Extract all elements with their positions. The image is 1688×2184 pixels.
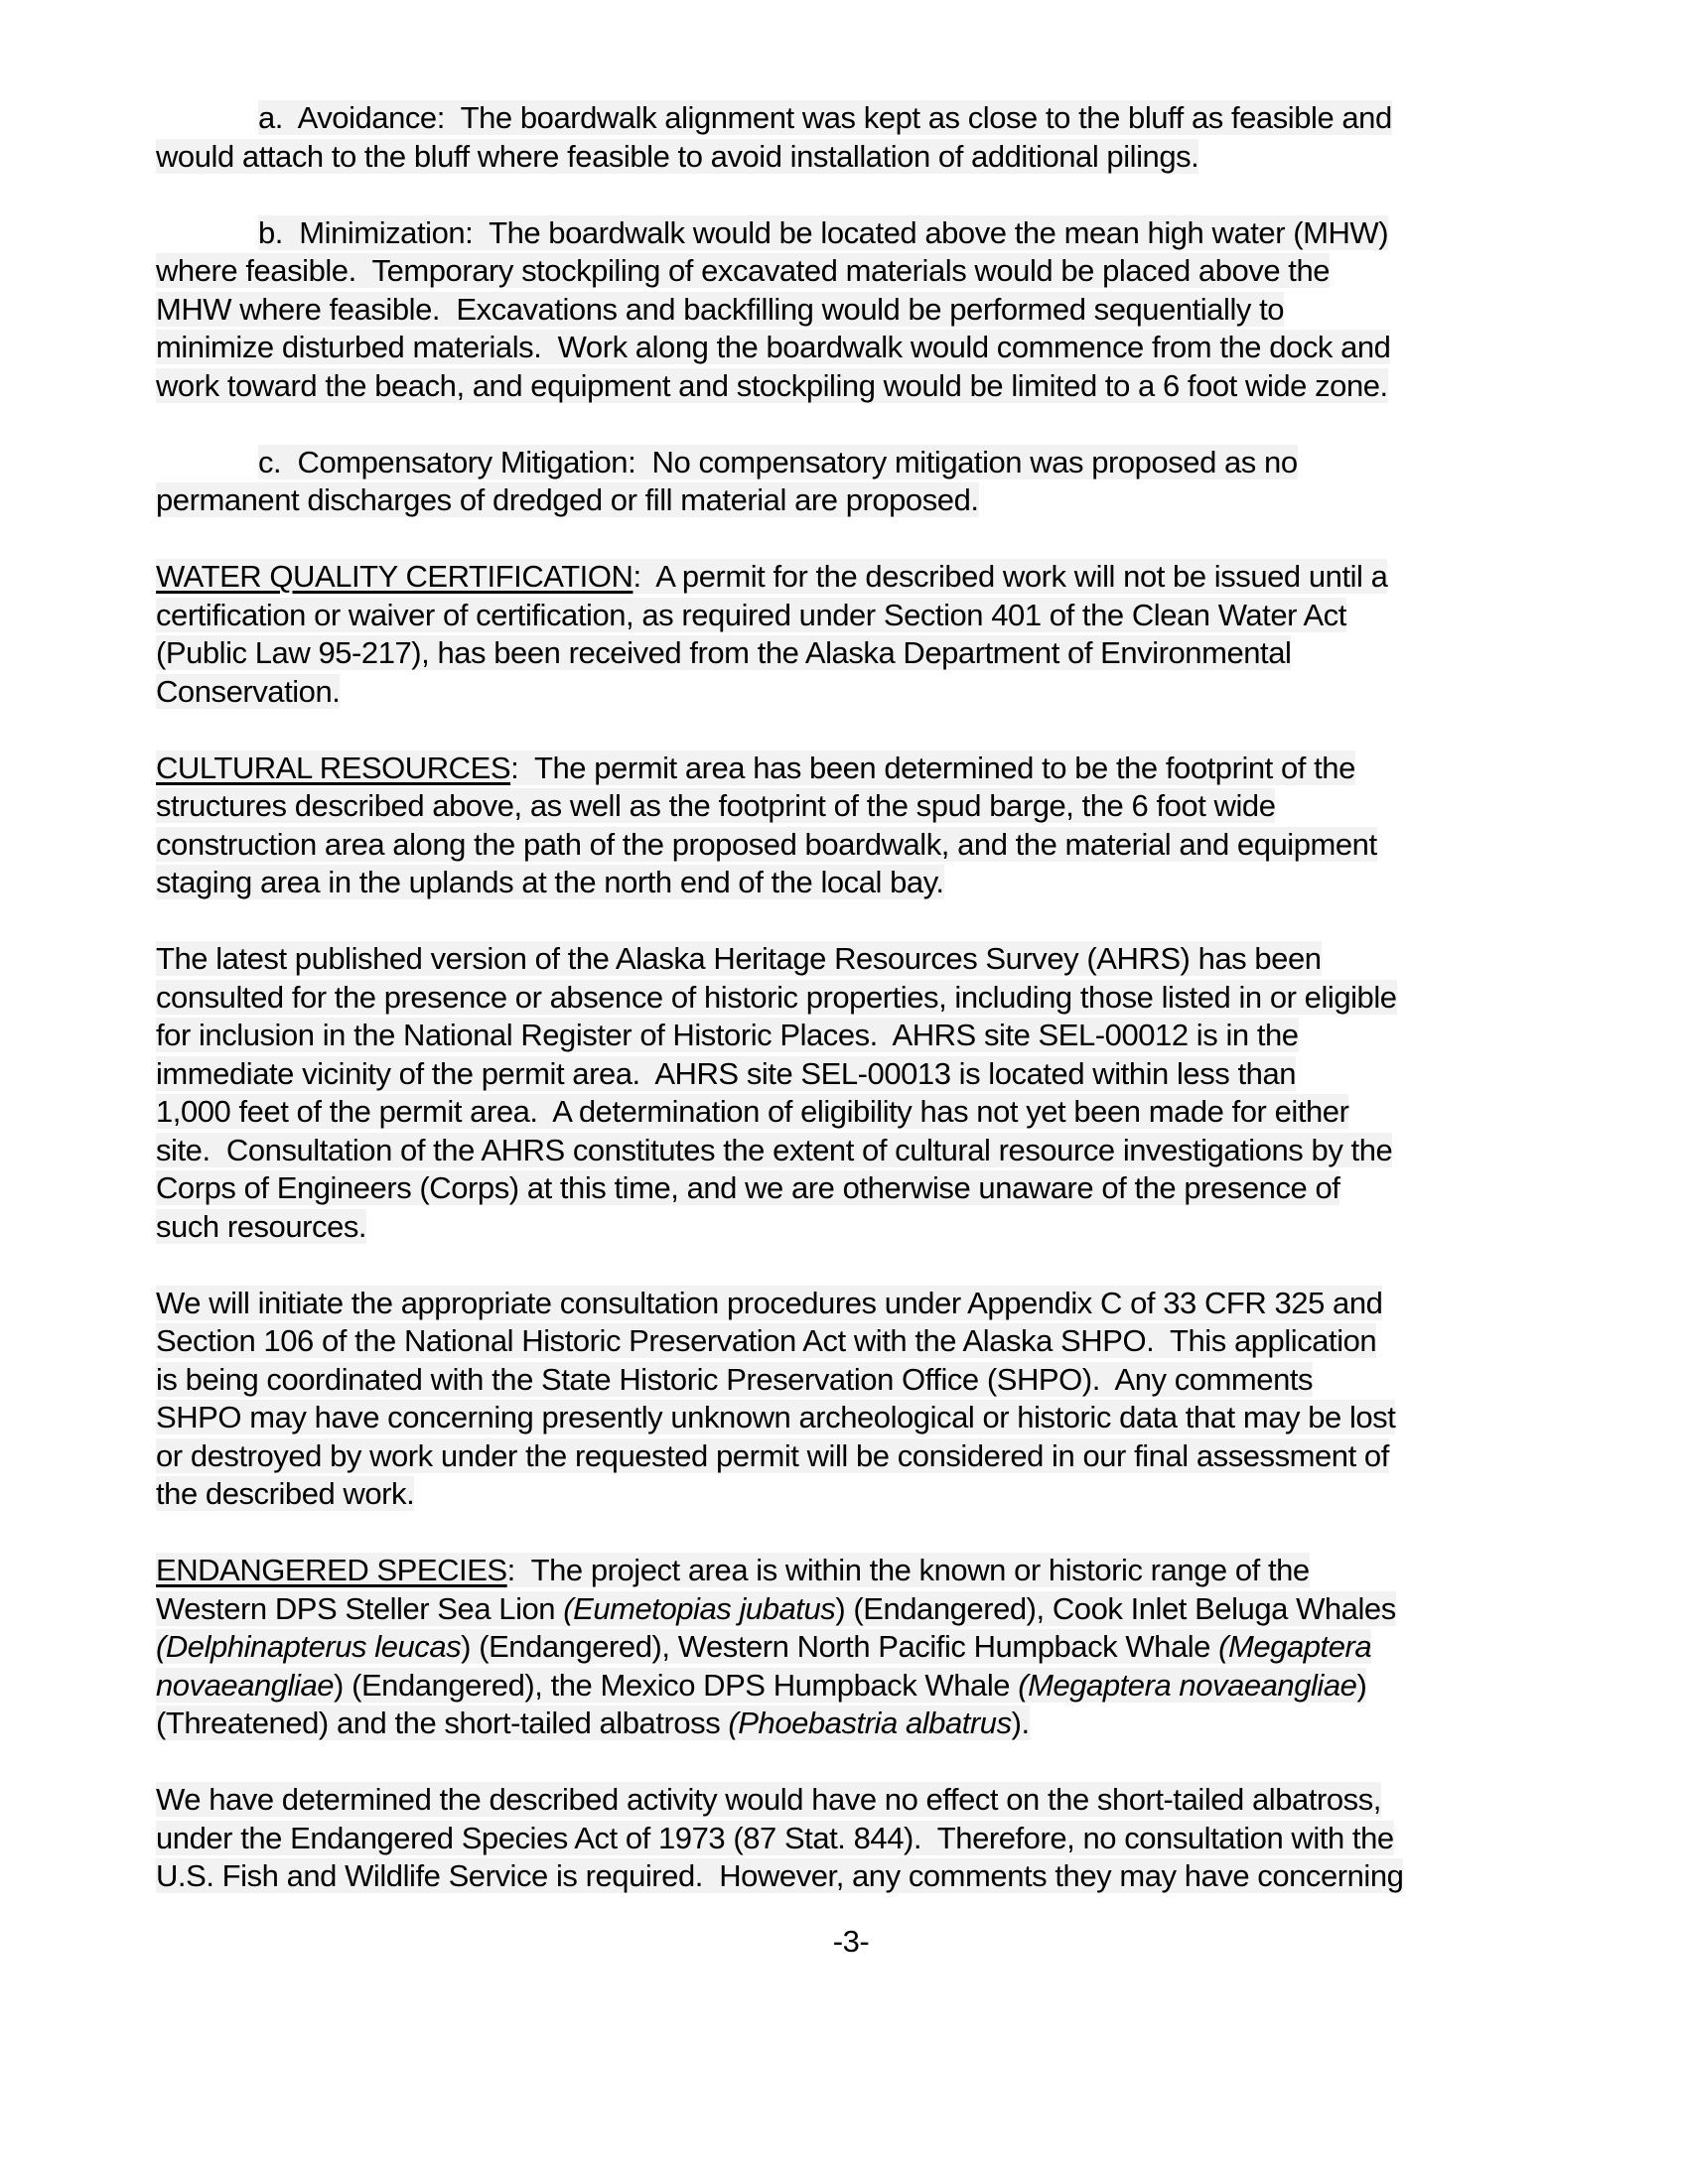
text-line [156, 1590, 1546, 1629]
text-line-content: novaeangliae) (Endangered), the Mexico DPS Humpback Whale (Megaptera novaeangliae) [156, 1667, 1367, 1703]
text-line-content: We have determined the described activity would have no effect on the short-tailed albatross, [156, 1782, 1381, 1817]
text-line-content: such resources. [156, 1208, 367, 1244]
text-line-content: would attach to the bluff where feasible to avoid installation of additional pilings. [156, 138, 1199, 174]
text-line [156, 940, 1546, 979]
text-line [156, 252, 1546, 291]
paragraph [156, 558, 1546, 711]
text-line [156, 1055, 1546, 1094]
text-line-content: where feasible. Temporary stockpiling of excavated materials would be placed above the [156, 253, 1331, 288]
text-line-content: SHPO may have concerning presently unknown archeological or historic data that may be lost [156, 1400, 1396, 1434]
italic-species-name: (Phoebastria albatrus [728, 1706, 1012, 1740]
text-line [156, 1705, 1546, 1743]
page-number: -3- [832, 1924, 870, 1959]
paragraph [156, 99, 1546, 176]
text-line-content: work toward the beach, and equipment and stockpiling would be limited to a 6 foot wide zone. [156, 367, 1388, 403]
text-line-content: is being coordinated with the State Historic Preservation Office (SHPO). Any comments [156, 1361, 1314, 1397]
text-line-content: immediate vicinity of the permit area. AHRS site SEL-00013 is located within less than [156, 1055, 1297, 1091]
document-body [156, 99, 1546, 1934]
text-line-content: Section 106 of the National Historic Preservation Act with the Alaska SHPO. This application [156, 1323, 1377, 1358]
text-line-content: for inclusion in the National Register of Historic Places. AHRS site SEL-00012 is in the [156, 1018, 1299, 1052]
text-line [156, 1322, 1546, 1361]
text-line [156, 1552, 1546, 1590]
text-line-content: c. Compensatory Mitigation: No compensatory mitigation was proposed as no [258, 444, 1298, 479]
text-line [156, 634, 1546, 673]
text-line [156, 1169, 1546, 1208]
text-line-content: MHW where feasible. Excavations and backfilling would be performed sequentially to [156, 291, 1285, 327]
text-line [156, 1399, 1546, 1437]
text-line-content: 1,000 feet of the permit area. A determination of eligibility has not yet been made for either [156, 1094, 1349, 1129]
text-line-content: (Delphinapterus leucas) (Endangered), Western North Pacific Humpback Whale (Megaptera [156, 1629, 1372, 1664]
paragraph [156, 1781, 1546, 1896]
text-line-content: b. Minimization: The boardwalk would be located above the mean high water (MHW) [258, 214, 1389, 250]
text-line [156, 1781, 1546, 1820]
italic-species-name: (Megaptera novaeangliae [1018, 1667, 1357, 1703]
text-line [156, 291, 1546, 330]
text-line [156, 1475, 1546, 1514]
text-line [156, 1857, 1546, 1896]
text-line [156, 481, 1546, 520]
text-line [156, 1361, 1546, 1400]
text-line [156, 1132, 1546, 1170]
section-heading: WATER QUALITY CERTIFICATION [156, 559, 633, 594]
paragraph [156, 1285, 1546, 1514]
text-line-content: We will initiate the appropriate consultation procedures under Appendix C of 33 CFR 325 and [156, 1285, 1383, 1320]
text-line-content: construction area along the path of the proposed boardwalk, and the material and equipment [156, 826, 1377, 862]
text-line [156, 1017, 1546, 1055]
text-line [156, 1093, 1546, 1132]
text-line-content: under the Endangered Species Act of 1973 (87 Stat. 844). Therefore, no consultation with the [156, 1820, 1394, 1855]
text-line-content: (Threatened) and the short-tailed albatross (Phoebastria albatrus). [156, 1706, 1030, 1740]
text-line [156, 214, 1546, 253]
section-heading: CULTURAL RESOURCES [156, 750, 511, 785]
text-line-content: permanent discharges of dredged or fill material are proposed. [156, 482, 979, 517]
paragraph [156, 444, 1546, 520]
italic-species-name: (Delphinapterus leucas [156, 1629, 462, 1664]
text-line [156, 1628, 1546, 1667]
text-line [156, 750, 1546, 788]
text-line-content: certification or waiver of certification, as required under Section 401 of the Clean Water Act [156, 597, 1346, 632]
text-line-content: WATER QUALITY CERTIFICATION: A permit for the described work will not be issued until a [156, 559, 1388, 594]
paragraph [156, 750, 1546, 902]
section-heading: ENDANGERED SPECIES [156, 1553, 507, 1587]
text-line-content: Western DPS Steller Sea Lion (Eumetopias jubatus) (Endangered), Cook Inlet Beluga Whales [156, 1590, 1396, 1626]
text-line [156, 367, 1546, 406]
text-line-content: structures described above, as well as the footprint of the spud barge, the 6 foot wide [156, 788, 1276, 823]
text-line [156, 1208, 1546, 1247]
text-line [156, 329, 1546, 367]
text-line [156, 99, 1546, 138]
text-line [156, 673, 1546, 712]
text-line [156, 1437, 1546, 1476]
text-line [156, 1667, 1546, 1706]
text-line-content: The latest published version of the Alaska Heritage Resources Survey (AHRS) has been [156, 941, 1322, 976]
italic-species-name: (Eumetopias jubatus [563, 1590, 836, 1626]
text-line [156, 1820, 1546, 1858]
text-line [156, 826, 1546, 865]
text-line-content: staging area in the uplands at the north end of the local bay. [156, 865, 944, 899]
text-line-content: ENDANGERED SPECIES: The project area is within the known or historic range of the [156, 1553, 1310, 1587]
text-line-content: site. Consultation of the AHRS constitutes the extent of cultural resource investigations by the [156, 1132, 1393, 1167]
text-line [156, 979, 1546, 1018]
text-line-content: or destroyed by work under the requested permit will be considered in our final assessment of [156, 1437, 1389, 1473]
text-line [156, 597, 1546, 635]
text-line [156, 558, 1546, 597]
text-line [156, 787, 1546, 826]
text-line-content: (Public Law 95-217), has been received from the Alaska Department of Environmental [156, 635, 1292, 670]
text-line [156, 444, 1546, 482]
text-line-content: a. Avoidance: The boardwalk alignment was kept as close to the bluff as feasible and [258, 100, 1392, 135]
paragraph [156, 1552, 1546, 1743]
paragraph [156, 214, 1546, 406]
paragraph [156, 940, 1546, 1246]
text-line [156, 1285, 1546, 1323]
text-line [156, 864, 1546, 902]
text-line-content: consulted for the presence or absence of historic properties, including those listed in or eligible [156, 979, 1397, 1015]
text-line-content: Corps of Engineers (Corps) at this time, and we are otherwise unaware of the presence of [156, 1170, 1340, 1205]
italic-species-name: novaeangliae [156, 1667, 335, 1703]
text-line-content: the described work. [156, 1476, 415, 1511]
text-line [156, 138, 1546, 177]
text-line-content: Conservation. [156, 673, 341, 709]
text-line-content: minimize disturbed materials. Work along the boardwalk would commence from the dock and [156, 330, 1391, 364]
text-line-content: U.S. Fish and Wildlife Service is required. However, any comments they may have concerning [156, 1858, 1404, 1893]
italic-species-name: (Megaptera [1218, 1629, 1372, 1664]
text-line-content: CULTURAL RESOURCES: The permit area has been determined to be the footprint of the [156, 750, 1355, 785]
